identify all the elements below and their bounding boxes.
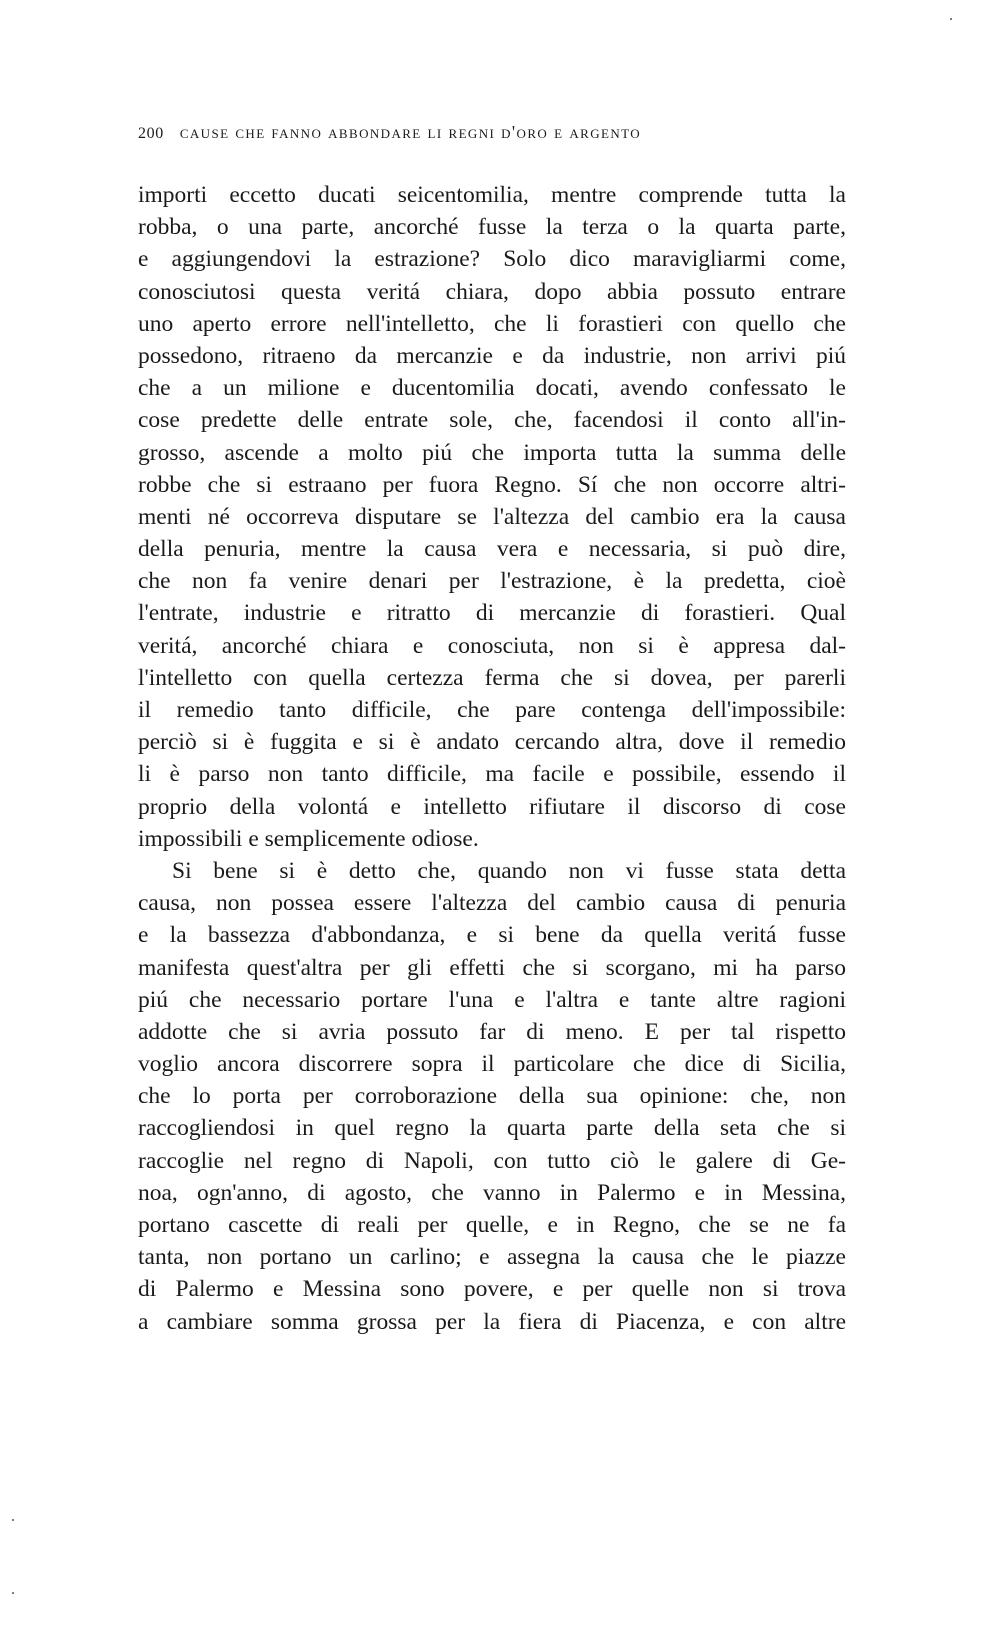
text-line: li è parso non tanto difficile, ma facile e possibile, essendo il <box>138 761 846 788</box>
text-line: causa, non possea essere l'altezza del cambio causa di penuria <box>138 890 846 917</box>
text-line: uno aperto errore nell'intelletto, che li forastieri con quello che <box>138 310 846 337</box>
text-line: robba, o una parte, ancorché fusse la terza o la quarta parte, <box>138 214 846 241</box>
text-line: portano cascette di reali per quelle, e in Regno, che se ne fa <box>138 1212 846 1238</box>
text-line: robbe che si estraano per fuora Regno. Sí che non occorre altri- <box>138 471 846 498</box>
text-line: manifesta quest'altra per gli effetti che si scorgano, mi ha parso <box>138 954 846 981</box>
scan-speck <box>12 1592 14 1594</box>
scan-speck <box>950 18 952 20</box>
text-line: della penuria, mentre la causa vera e necessaria, si può dire, <box>138 536 846 563</box>
text-line: che lo porta per corroborazione della sua opinione: che, non <box>138 1083 846 1110</box>
text-line: proprio della volontá e intelletto rifiutare il discorso di cose <box>138 793 846 820</box>
text-line: perciò si è fuggita e si è andato cercando altra, dove il remedio <box>138 729 846 756</box>
text-line: menti né occorreva disputare se l'altezza del cambio era la causa <box>138 503 846 530</box>
text-line: Si bene si è detto che, quando non vi fusse stata detta <box>172 857 846 884</box>
text-line: piú che necessario portare l'una e l'altra e tante altre ragioni <box>138 986 846 1013</box>
running-head-title: cause che fanno abbondare li regni d'oro e argento <box>179 122 642 142</box>
text-line: grosso, ascende a molto piú che importa tutta la summa delle <box>138 439 846 466</box>
text-line: che non fa venire denari per l'estrazione, è la predetta, cioè <box>138 568 846 595</box>
paragraph <box>138 179 846 855</box>
text-line: cose predette delle entrate sole, che, facendosi il conto all'in- <box>138 407 846 434</box>
text-line: raccogliendosi in quel regno la quarta parte della seta che si <box>138 1115 846 1142</box>
text-line: l'intelletto con quella certezza ferma che si dovea, per parerli <box>138 664 846 691</box>
text-line: addotte che si avria possuto far di meno. E per tal rispetto <box>138 1018 846 1045</box>
text-line: importi eccetto ducati seicentomilia, mentre comprende tutta la <box>138 182 846 208</box>
text-line: il remedio tanto difficile, che pare contenga dell'impossibile: <box>138 697 846 723</box>
paragraph <box>138 855 846 1338</box>
text-line: e aggiungendovi la estrazione? Solo dico maravigliarmi come, <box>138 246 846 273</box>
text-line: impossibili e semplicemente odiose. <box>138 825 479 852</box>
text-line: a cambiare somma grossa per la fiera di Piacenza, e con altre <box>138 1308 846 1335</box>
text-line: di Palermo e Messina sono povere, e per quelle non si trova <box>138 1276 846 1303</box>
text-line: possedono, ritraeno da mercanzie e da industrie, non arrivi piú <box>138 342 846 369</box>
text-line: e la bassezza d'abbondanza, e si bene da quella veritá fusse <box>138 922 846 949</box>
text-line: conosciutosi questa veritá chiara, dopo abbia possuto entrare <box>138 278 846 305</box>
text-line: veritá, ancorché chiara e conosciuta, non si è appresa dal- <box>138 632 846 659</box>
text-line: raccoglie nel regno di Napoli, con tutto ciò le galere di Ge- <box>138 1147 846 1174</box>
text-line: voglio ancora discorrere sopra il particolare che dice di Sicilia, <box>138 1051 846 1078</box>
text-line: che a un milione e ducentomilia docati, avendo confessato le <box>138 375 846 402</box>
text-line: noa, ogn'anno, di agosto, che vanno in Palermo e in Messina, <box>138 1179 846 1206</box>
text-line: l'entrate, industrie e ritratto di mercanzie di forastieri. Qual <box>138 600 846 627</box>
running-head <box>138 122 850 143</box>
scan-speck <box>12 1519 14 1521</box>
page-number: 200 <box>138 125 164 142</box>
body-text <box>138 179 846 1338</box>
text-line: tanta, non portano un carlino; e assegna la causa che le piazze <box>138 1244 846 1271</box>
